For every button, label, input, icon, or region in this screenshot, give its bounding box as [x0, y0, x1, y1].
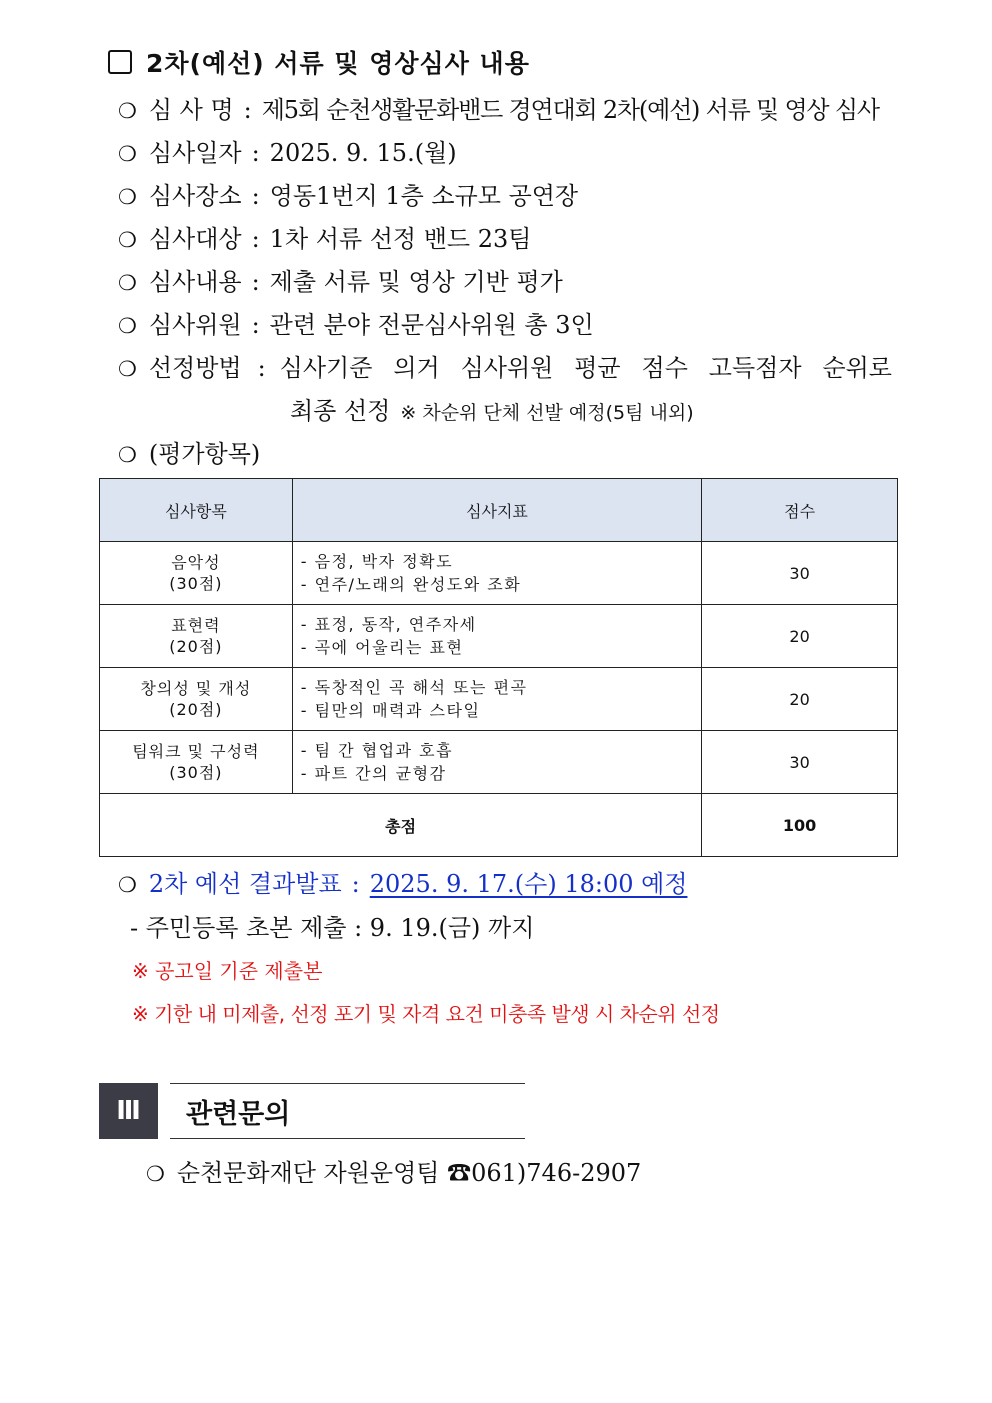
item-cell — [100, 731, 293, 794]
item-value: 관련 분야 전문심사위원 총 3인 — [269, 311, 594, 339]
circle-bullet-icon: ❍ — [118, 185, 137, 209]
section-number: Ⅲ — [116, 1096, 141, 1126]
score-cell: 30 — [702, 731, 898, 794]
item-label: 심 사 명 — [148, 96, 234, 124]
score-cell: 20 — [702, 668, 898, 731]
indicator-cell — [292, 605, 701, 668]
indicator-cell — [292, 542, 701, 605]
table-row — [100, 668, 898, 731]
colon: : — [251, 225, 260, 253]
circle-bullet-icon: ❍ — [118, 314, 137, 338]
item-points-text: (30점) — [169, 574, 223, 593]
item-value: 제출 서류 및 영상 기반 평가 — [269, 268, 563, 296]
colon: : — [251, 311, 260, 339]
item-label: 선정방법 — [148, 354, 242, 382]
total-label: 총점 — [100, 794, 702, 857]
circle-bullet-icon: ❍ — [118, 357, 137, 381]
note-1: ※ 공고일 기준 제출본 — [132, 959, 323, 983]
item-value: 제5회 순천생활문화밴드 경연대회 2차(예선) 서류 및 영상 심사 — [261, 96, 879, 124]
divider — [170, 1138, 525, 1139]
item-label: 심사장소 — [148, 182, 242, 210]
indicator-text: - 음정, 박자 정확도 — [300, 552, 454, 571]
item-points-text: (20점) — [169, 700, 223, 719]
sub-text: - 주민등록 초본 제출 : 9. 19.(금) 까지 — [130, 914, 535, 942]
table-row — [100, 731, 898, 794]
item-name-text: 표현력 — [171, 616, 221, 635]
contact-line — [146, 1153, 641, 1188]
item-label: 심사내용 — [148, 268, 242, 296]
indicator-cell — [292, 731, 701, 794]
score-cell: 30 — [702, 542, 898, 605]
colon: : — [257, 354, 266, 382]
indicator-text: - 팀 간 협업과 호흡 — [300, 741, 454, 760]
item-value: 2025. 9. 15.(월) — [269, 139, 457, 167]
table-header-row — [100, 479, 898, 542]
item-cell — [100, 668, 293, 731]
table-row — [100, 542, 898, 605]
item-name-text: 팀워크 및 구성력 — [132, 742, 260, 761]
item-date — [118, 133, 457, 168]
column-header: 점수 — [702, 479, 898, 542]
item-points-text: (20점) — [169, 637, 223, 656]
total-score: 100 — [702, 794, 898, 857]
item-label: 심사위원 — [148, 311, 242, 339]
indicator-text: - 팀만의 매력과 스타일 — [300, 701, 481, 720]
note-2: ※ 기한 내 미제출, 선정 포기 및 자격 요건 미충족 발생 시 차순위 선정 — [132, 1002, 720, 1026]
colon: : — [251, 268, 260, 296]
item-target — [118, 219, 531, 254]
circle-bullet-icon: ❍ — [146, 1162, 165, 1186]
item-name — [118, 90, 879, 125]
contact-title: 관련문의 — [186, 1099, 291, 1130]
item-content — [118, 262, 563, 297]
colon: : — [243, 96, 252, 124]
circle-bullet-icon: ❍ — [118, 99, 137, 123]
item-name-text: 음악성 — [171, 553, 221, 572]
item-method — [118, 348, 892, 383]
item-eval-title — [118, 434, 260, 469]
item-label: 심사대상 — [148, 225, 242, 253]
announcement-line — [118, 864, 687, 899]
indicator-text: - 곡에 어울리는 표현 — [300, 638, 464, 657]
item-value: 심사기준 의거 심사위원 평균 점수 고득점자 순위로 — [279, 354, 892, 382]
item-points-text: (30점) — [169, 763, 223, 782]
item-cell — [100, 605, 293, 668]
table-row — [100, 605, 898, 668]
colon: : — [351, 870, 360, 898]
column-header: 심사지표 — [292, 479, 701, 542]
contact-text: 순천문화재단 자원운영팀 ☎061)746-2907 — [176, 1159, 642, 1187]
score-cell: 20 — [702, 605, 898, 668]
colon: : — [251, 139, 260, 167]
indicator-text: - 표정, 동작, 연주자세 — [300, 615, 477, 634]
indicator-cell — [292, 668, 701, 731]
item-method-cont — [290, 391, 694, 426]
circle-bullet-icon: ❍ — [118, 142, 137, 166]
divider — [170, 1083, 525, 1084]
indicator-text: - 연주/노래의 완성도와 조화 — [300, 575, 522, 594]
item-place — [118, 176, 578, 211]
item-value: 영동1번지 1층 소규모 공연장 — [269, 182, 579, 210]
evaluation-table — [99, 478, 898, 857]
method-note: ※ 차순위 단체 선발 예정(5팀 내외) — [400, 402, 694, 424]
item-label: 심사일자 — [148, 139, 242, 167]
announcement-sub — [130, 908, 534, 943]
circle-bullet-icon: ❍ — [118, 443, 137, 467]
eval-title: (평가항목) — [148, 440, 261, 468]
indicator-text: - 파트 간의 균형감 — [300, 764, 447, 783]
item-cell — [100, 542, 293, 605]
section-title: 2차(예선) 서류 및 영상심사 내용 — [146, 49, 530, 78]
colon: : — [251, 182, 260, 210]
section-heading — [108, 44, 530, 80]
item-value: 1차 서류 선정 밴드 23팀 — [269, 225, 532, 253]
announcement-label: 2차 예선 결과발표 — [148, 870, 342, 898]
circle-bullet-icon: ❍ — [118, 873, 137, 897]
circle-bullet-icon: ❍ — [118, 271, 137, 295]
circle-bullet-icon: ❍ — [118, 228, 137, 252]
table-total-row — [100, 794, 898, 857]
item-judges — [118, 305, 594, 340]
item-value-cont: 최종 선정 — [290, 397, 391, 425]
section-number-box — [99, 1083, 158, 1139]
column-header: 심사항목 — [100, 479, 293, 542]
indicator-text: - 독창적인 곡 해석 또는 편곡 — [300, 678, 528, 697]
item-name-text: 창의성 및 개성 — [140, 679, 252, 698]
square-box-icon — [108, 50, 132, 74]
announcement-date: 2025. 9. 17.(수) 18:00 예정 — [369, 870, 688, 898]
